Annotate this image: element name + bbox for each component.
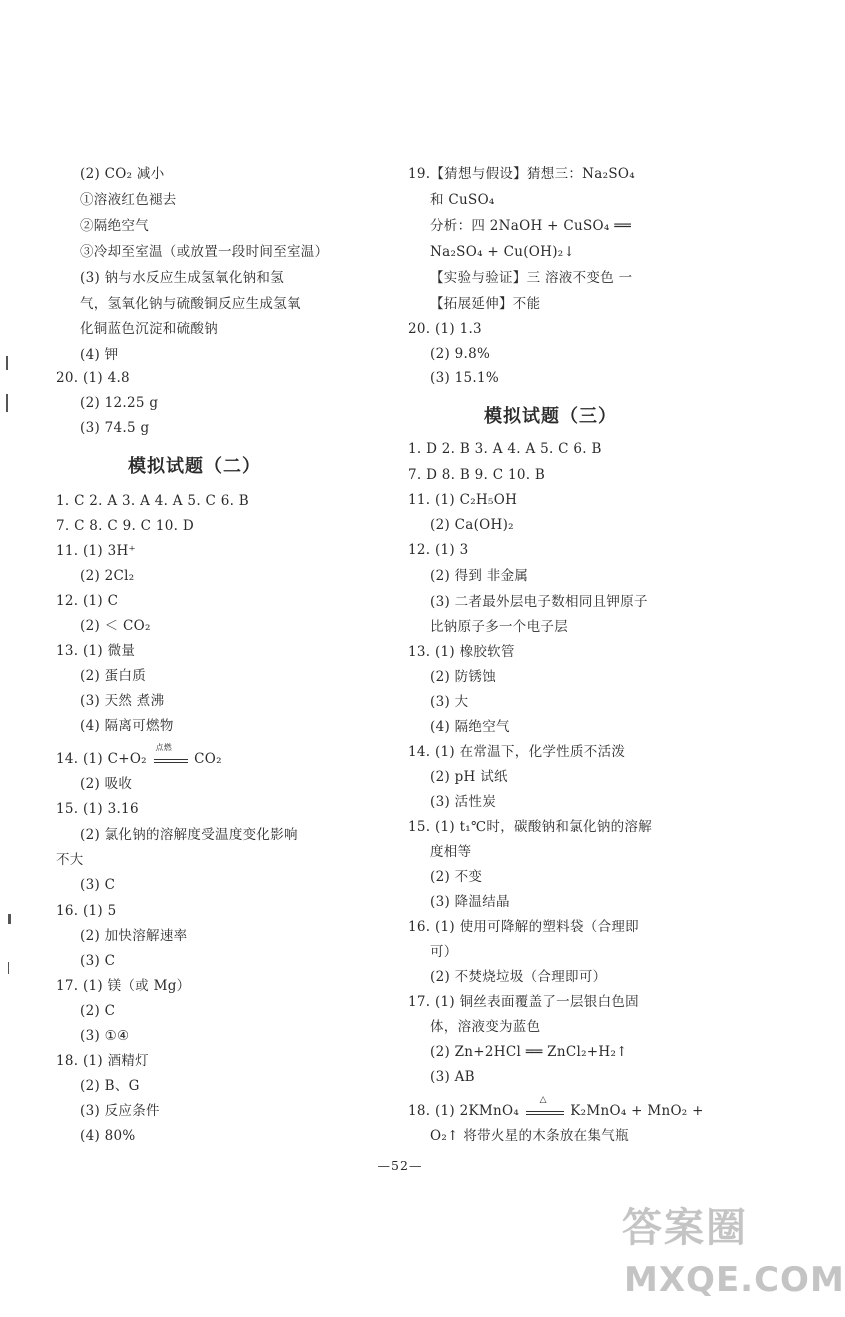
text-line: (2) 加快溶解速率: [80, 928, 188, 944]
text-line: 7. D 8. B 9. C 10. B: [408, 467, 546, 483]
scan-mark: [6, 394, 8, 412]
text-line: (2) ＜ CO₂: [80, 618, 151, 634]
text-line: 13. (1) 橡胶软管: [408, 644, 515, 660]
text-line: 20. (1) 4.8: [56, 370, 130, 386]
equation-line: [408, 1094, 704, 1120]
section-title: 模拟试题（二）: [128, 456, 261, 477]
text-line: (3) 反应条件: [80, 1103, 160, 1119]
text-line: 15. (1) t₁℃时，碳酸钠和氯化钠的溶解: [408, 819, 653, 835]
text-line: (3) 降温结晶: [430, 894, 510, 910]
watermark-bottom-text: MXQE.COM: [624, 1260, 845, 1300]
text-line: 13. (1) 微量: [56, 643, 136, 659]
text-line: (3) C: [80, 953, 116, 969]
text-line: 18. (1) 酒精灯: [56, 1053, 149, 1069]
text-line: 【实验与验证】三 溶液不变色 一: [430, 270, 633, 286]
watermark-logo: [622, 1196, 845, 1314]
text-line: (2) C: [80, 1003, 116, 1019]
reaction-arrow: [154, 742, 188, 767]
double-line: [154, 759, 188, 760]
text-line: 1. C 2. A 3. A 4. A 5. C 6. B: [56, 493, 250, 509]
reaction-condition: △: [539, 1094, 547, 1105]
text-line: (2) Ca(OH)₂: [430, 517, 514, 533]
equation-reactants: 14. (1) C+O₂: [56, 751, 147, 767]
equation-line: [56, 742, 222, 768]
text-line: 16. (1) 5: [56, 903, 117, 919]
text-line: 12. (1) C: [56, 593, 119, 609]
text-line: (3) 钠与水反应生成氢氧化钠和氢: [80, 270, 285, 286]
section-title: 模拟试题（三）: [484, 406, 617, 427]
text-line: 19.【猜想与假设】猜想三：Na₂SO₄: [408, 166, 635, 182]
text-line: (3) 二者最外层电子数相同且钾原子: [430, 594, 648, 610]
text-line: 【拓展延伸】不能: [430, 296, 541, 312]
text-line: (3) C: [80, 877, 116, 893]
text-line: (2) 不焚烧垃圾（合理即可）: [430, 969, 607, 985]
text-line: (2) 不变: [430, 869, 483, 885]
text-line: 度相等: [430, 844, 472, 860]
double-line: [526, 1114, 564, 1115]
text-line: (3) 活性炭: [430, 794, 497, 810]
text-line: (2) 吸收: [80, 776, 133, 792]
text-line: (4) 钾: [80, 347, 119, 363]
text-line: 比钠原子多一个电子层: [430, 619, 568, 635]
scan-mark: [8, 962, 9, 974]
scan-mark: [8, 914, 11, 924]
reaction-condition: 点燃: [155, 742, 173, 752]
text-line: Na₂SO₄ + Cu(OH)₂↓: [430, 244, 576, 260]
text-line: 11. (1) C₂H₅OH: [408, 492, 518, 508]
equation-product: CO₂: [194, 751, 222, 767]
text-line: 14. (1) 在常温下，化学性质不活泼: [408, 744, 626, 760]
text-line: 可）: [430, 944, 458, 960]
text-line: (2) 氯化钠的溶解度受温度变化影响: [80, 827, 298, 843]
text-line: (3) ①④: [80, 1028, 130, 1044]
text-line: (3) 天然 煮沸: [80, 693, 165, 709]
text-line: (2) 2Cl₂: [80, 568, 135, 584]
text-line: ②隔绝空气: [80, 218, 149, 234]
equation-reactants: 18. (1) 2KMnO₄: [408, 1103, 520, 1119]
text-line: 化铜蓝色沉淀和硫酸钠: [80, 321, 218, 337]
text-line: 分析：四 2NaOH + CuSO₄ ══: [430, 218, 632, 234]
text-line: 20. (1) 1.3: [408, 321, 482, 337]
double-line: [526, 1111, 564, 1112]
equation-product: K₂MnO₄ + MnO₂ +: [570, 1103, 704, 1119]
scan-mark: [6, 356, 8, 370]
text-line: 和 CuSO₄: [430, 192, 495, 208]
text-line: (4) 80%: [80, 1128, 136, 1144]
text-line: 7. C 8. C 9. C 10. D: [56, 518, 194, 534]
text-line: (2) CO₂ 减小: [80, 166, 165, 182]
text-line: (3) 15.1%: [430, 370, 500, 386]
reaction-arrow: [526, 1094, 564, 1119]
text-line: (2) B、G: [80, 1078, 140, 1094]
text-line: (3) AB: [430, 1069, 475, 1085]
text-line: (2) 9.8%: [430, 346, 491, 362]
text-line: ③冷却至室温（或放置一段时间至室温）: [80, 244, 329, 260]
text-line: (2) 12.25 g: [80, 395, 159, 411]
text-line: (4) 隔绝空气: [430, 719, 510, 735]
text-line: 17. (1) 镁（或 Mg）: [56, 978, 191, 994]
text-line: O₂↑ 将带火星的木条放在集气瓶: [430, 1128, 629, 1144]
double-line: [154, 762, 188, 763]
text-line: 1. D 2. B 3. A 4. A 5. C 6. B: [408, 441, 602, 457]
text-line: (4) 隔离可燃物: [80, 718, 174, 734]
watermark-top-text: 答案圈: [622, 1205, 748, 1251]
text-line: (2) pH 试纸: [430, 769, 508, 785]
text-line: 不大: [56, 852, 84, 868]
text-line: (2) Zn+2HCl ══ ZnCl₂+H₂↑: [430, 1044, 628, 1060]
text-line: 16. (1) 使用可降解的塑料袋（合理即: [408, 919, 639, 935]
text-line: (2) 防锈蚀: [430, 669, 497, 685]
text-line: ①溶液红色褪去: [80, 192, 177, 208]
text-line: (2) 得到 非金属: [430, 568, 529, 584]
page-number: —52—: [377, 1158, 423, 1173]
text-line: 气，氢氧化钠与硫酸铜反应生成氢氧: [80, 296, 301, 312]
text-line: (3) 大: [430, 694, 469, 710]
text-line: 15. (1) 3.16: [56, 801, 139, 817]
text-line: 12. (1) 3: [408, 542, 469, 558]
text-line: 17. (1) 铜丝表面覆盖了一层银白色固: [408, 994, 639, 1010]
text-line: (2) 蛋白质: [80, 668, 147, 684]
text-line: (3) 74.5 g: [80, 420, 150, 436]
text-line: 体，溶液变为蓝色: [430, 1019, 541, 1035]
text-line: 11. (1) 3H⁺: [56, 543, 136, 559]
